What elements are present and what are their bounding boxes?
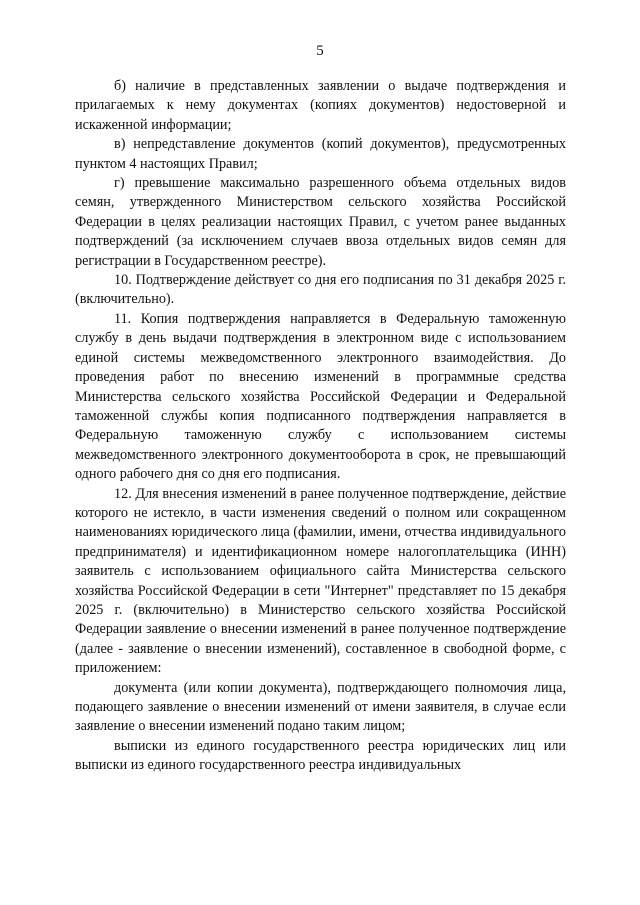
paragraph-clause-12: 12. Для внесения изменений в ранее полученное подтверждение, действие которого не истекло, в части изменения сведений о полном или сокращенном наименованиях юридического лица (фамилии, имени, отчества индивидуального предпринимателя) и идентификационном номере налогоплательщика (ИНН) заявитель с использованием официального сайта Министерства сельского хозяйства Российской Федерации в сети "Интернет" представляет по 15 декабря 2025 г. (включительно) в Министерство сельского хозяйства Российской Федерации заявление о внесении изменений в ранее полученное подтверждение (далее - заявление о внесении изменений), составленное в свободной форме, с приложением: <box>75 485 566 677</box>
page-number: 5 <box>316 43 324 59</box>
paragraph-clause-10: 10. Подтверждение действует со дня его подписания по 31 декабря 2025 г. (включительно). <box>75 272 566 308</box>
document-body <box>75 77 566 776</box>
paragraph-clause-11: 11. Копия подтверждения направляется в Федеральную таможенную службу в день выдачи подтверждения в электронном виде с использованием единой системы межведомственного электронного взаимодействия. До проведения работ по внесению изменений в программные средства Министерства сельского хозяйства Российской Федерации и Федеральной таможенной службы копия подписанного подтверждения направляется в Федеральную таможенную службу с использованием системы межведомственного электронного документооборота в срок, не превышающий одного рабочего дня со дня его подписания. <box>75 310 566 483</box>
paragraph-attachment-registry: выписки из единого государственного реестра юридических лиц или выписки из единого государственного реестра индивидуальных <box>75 737 566 774</box>
paragraph-item-b: б) наличие в представленных заявлении о выдаче подтверждения и прилагаемых к нему документах (копиях документов) недостоверной и искаженной информации; <box>75 78 566 133</box>
paragraph-item-v: в) непредставление документов (копий документов), предусмотренных пунктом 4 настоящих Правил; <box>75 136 566 172</box>
paragraph-attachment-authority: документа (или копии документа), подтверждающего полномочия лица, подающего заявление о внесении изменений от имени заявителя, в случае если заявление о внесении изменений подано таким лицом; <box>75 679 566 735</box>
paragraph-item-g: г) превышение максимально разрешенного объема отдельных видов семян, утвержденного Министерством сельского хозяйства Российской Федерации в целях реализации настоящих Правил, с учетом ранее выданных подтверждений (за исключением случаев ввоза отдельных видов семян для регистрации в Государственном реестре). <box>75 175 566 269</box>
